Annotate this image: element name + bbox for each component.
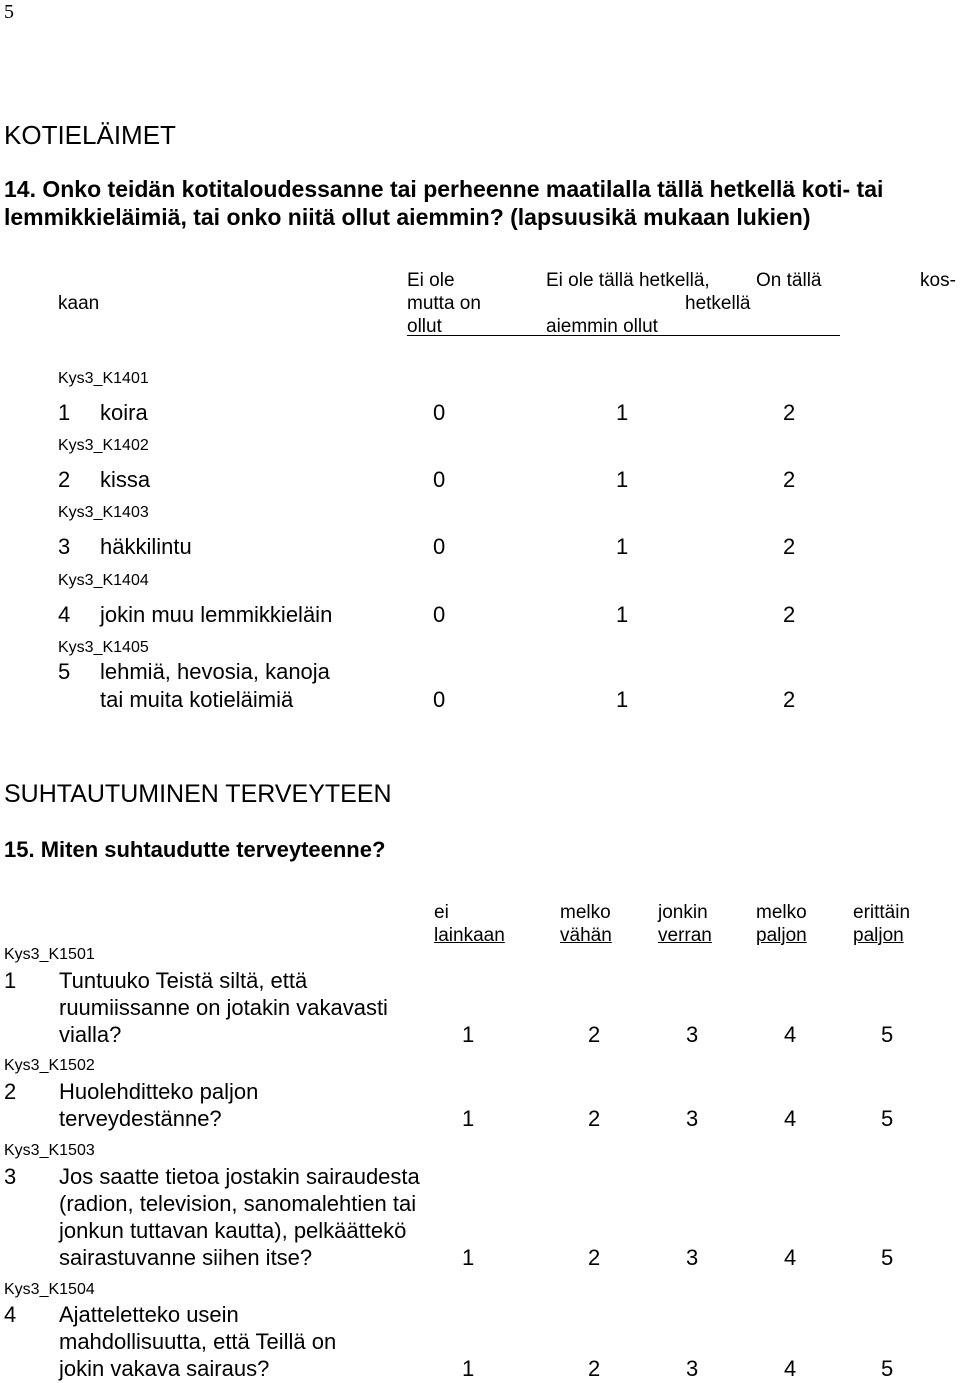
option-0[interactable]: 0 bbox=[433, 400, 446, 425]
row-number: 3 bbox=[58, 534, 71, 559]
option-1[interactable]: 1 bbox=[616, 602, 629, 627]
row-text-line3: vialla? bbox=[59, 1022, 122, 1047]
row-label: häkkilintu bbox=[100, 534, 192, 559]
header-col0-line1: Ei ole bbox=[407, 270, 455, 291]
header-col0-line3: ollut bbox=[407, 316, 442, 337]
option-1[interactable]: 1 bbox=[616, 534, 629, 559]
option-5[interactable]: 5 bbox=[881, 1356, 894, 1381]
scale-1-line1: melko bbox=[560, 902, 611, 923]
row-text-line2: ruumiissanne on jotakin vakavasti bbox=[59, 995, 388, 1020]
variable-code: Kys3_K1402 bbox=[58, 437, 149, 454]
option-0[interactable]: 0 bbox=[433, 534, 446, 559]
scale-0-line2: lainkaan bbox=[434, 925, 505, 946]
variable-code: Kys3_K1404 bbox=[58, 572, 149, 589]
row-number: 4 bbox=[4, 1302, 17, 1327]
row-number: 1 bbox=[4, 968, 17, 993]
option-2[interactable]: 2 bbox=[588, 1356, 601, 1381]
option-1[interactable]: 1 bbox=[462, 1356, 475, 1381]
option-4[interactable]: 4 bbox=[784, 1245, 797, 1270]
scale-3-line2: paljon bbox=[756, 925, 807, 946]
header-underline bbox=[407, 335, 840, 336]
row-text-line4: sairastuvanne siihen itse? bbox=[59, 1245, 313, 1270]
variable-code: Kys3_K1503 bbox=[4, 1142, 95, 1159]
scale-0-line1: ei bbox=[434, 902, 449, 923]
option-1[interactable]: 1 bbox=[462, 1106, 475, 1131]
scale-1-line2: vähän bbox=[560, 925, 612, 946]
header-col3-line1: kos- bbox=[920, 270, 956, 291]
question-15: 15. Miten suhtaudutte terveyteenne? bbox=[4, 837, 386, 862]
row-label-line2: tai muita kotieläimiä bbox=[100, 687, 294, 712]
page-number: 5 bbox=[4, 1, 14, 23]
option-0[interactable]: 0 bbox=[433, 602, 446, 627]
question-14-line2: lemmikkieläimiä, tai onko niitä ollut aiemmin? (lapsuusikä mukaan lukien) bbox=[4, 204, 811, 230]
scale-4-line1: erittäin bbox=[853, 902, 911, 923]
row-number: 1 bbox=[58, 400, 71, 425]
row-text-line2: terveydestänne? bbox=[59, 1106, 222, 1131]
row-number: 5 bbox=[58, 659, 71, 684]
row-text-line1: Tuntuuko Teistä siltä, että bbox=[59, 968, 308, 993]
row-number: 2 bbox=[58, 467, 71, 492]
option-1[interactable]: 1 bbox=[616, 400, 629, 425]
option-1[interactable]: 1 bbox=[616, 467, 629, 492]
option-2[interactable]: 2 bbox=[783, 467, 796, 492]
row-text-line3: jokin vakava sairaus? bbox=[59, 1356, 270, 1381]
option-1[interactable]: 1 bbox=[462, 1245, 475, 1270]
row-text-line1: Huolehditteko paljon bbox=[59, 1079, 259, 1104]
option-2[interactable]: 2 bbox=[783, 687, 796, 712]
variable-code: Kys3_K1403 bbox=[58, 504, 149, 521]
row-text-line2: mahdollisuutta, että Teillä on bbox=[59, 1329, 337, 1354]
row-text-line1: Ajatteletteko usein bbox=[59, 1302, 239, 1327]
variable-code: Kys3_K1504 bbox=[4, 1281, 95, 1298]
option-3[interactable]: 3 bbox=[686, 1356, 699, 1381]
header-col1-line3: aiemmin ollut bbox=[546, 316, 658, 337]
question-14-line1: 14. Onko teidän kotitaloudessanne tai perheenne maatilalla tällä hetkellä koti- tai bbox=[4, 176, 884, 202]
option-5[interactable]: 5 bbox=[881, 1245, 894, 1270]
row-text-line1: Jos saatte tietoa jostakin sairaudesta bbox=[59, 1164, 420, 1189]
option-2[interactable]: 2 bbox=[783, 534, 796, 559]
header-col0-line2: mutta on bbox=[407, 293, 481, 314]
variable-code: Kys3_K1405 bbox=[58, 639, 149, 656]
variable-code: Kys3_K1502 bbox=[4, 1057, 95, 1074]
variable-code: Kys3_K1501 bbox=[4, 946, 95, 963]
scale-4-line2: paljon bbox=[853, 925, 904, 946]
row-text-line3: jonkun tuttavan kautta), pelkäättekö bbox=[59, 1218, 407, 1243]
option-4[interactable]: 4 bbox=[784, 1022, 797, 1047]
scale-2-line1: jonkin bbox=[658, 902, 708, 923]
row-number: 4 bbox=[58, 602, 71, 627]
option-1[interactable]: 1 bbox=[616, 687, 629, 712]
option-2[interactable]: 2 bbox=[783, 400, 796, 425]
option-4[interactable]: 4 bbox=[784, 1356, 797, 1381]
option-0[interactable]: 0 bbox=[433, 687, 446, 712]
option-2[interactable]: 2 bbox=[588, 1245, 601, 1270]
scale-3-line1: melko bbox=[756, 902, 807, 923]
section-title-suhtautuminen: SUHTAUTUMINEN TERVEYTEEN bbox=[4, 780, 392, 808]
row-number: 3 bbox=[4, 1164, 17, 1189]
option-3[interactable]: 3 bbox=[686, 1022, 699, 1047]
section-title-kotielaimet: KOTIELÄIMET bbox=[4, 120, 176, 150]
row-label: koira bbox=[100, 400, 148, 425]
row-label-line1: lehmiä, hevosia, kanoja bbox=[100, 659, 330, 684]
row-label: kissa bbox=[100, 467, 151, 492]
header-col1-line1: Ei ole tällä hetkellä, bbox=[546, 270, 710, 291]
header-col2-line1: On tällä bbox=[756, 270, 822, 291]
header-col0-tail: kaan bbox=[58, 293, 100, 314]
option-4[interactable]: 4 bbox=[784, 1106, 797, 1131]
option-3[interactable]: 3 bbox=[686, 1245, 699, 1270]
option-1[interactable]: 1 bbox=[462, 1022, 475, 1047]
option-5[interactable]: 5 bbox=[881, 1022, 894, 1047]
option-0[interactable]: 0 bbox=[433, 467, 446, 492]
option-2[interactable]: 2 bbox=[783, 602, 796, 627]
row-text-line2: (radion, television, sanomalehtien tai bbox=[59, 1191, 417, 1216]
option-2[interactable]: 2 bbox=[588, 1106, 601, 1131]
option-3[interactable]: 3 bbox=[686, 1106, 699, 1131]
option-2[interactable]: 2 bbox=[588, 1022, 601, 1047]
header-col1-line2: hetkellä bbox=[685, 293, 751, 314]
option-5[interactable]: 5 bbox=[881, 1106, 894, 1131]
row-label: jokin muu lemmikkieläin bbox=[100, 602, 333, 627]
variable-code: Kys3_K1401 bbox=[58, 370, 149, 387]
row-number: 2 bbox=[4, 1079, 17, 1104]
scale-2-line2: verran bbox=[658, 925, 712, 946]
